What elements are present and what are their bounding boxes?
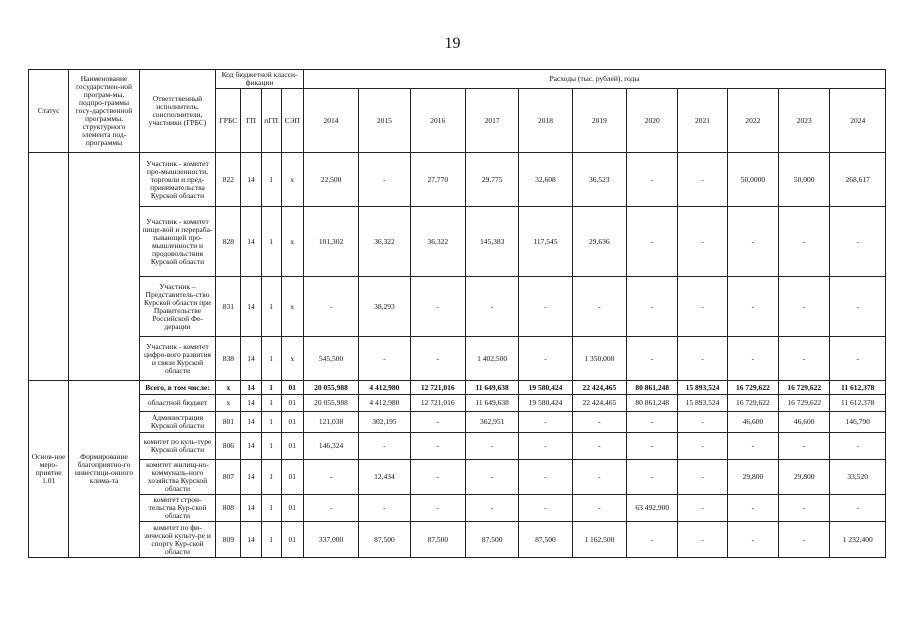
value-cell: 36,322 (410, 207, 465, 277)
value-cell: - (303, 277, 358, 337)
header-budget-code: Код бюджетной класси-фикации (216, 70, 304, 89)
value-cell: 545,500 (303, 337, 358, 381)
value-cell: - (410, 412, 465, 433)
code-cell: х (216, 395, 241, 412)
value-cell: - (830, 433, 886, 460)
value-cell: 101,302 (303, 207, 358, 277)
executor-cell: комитет жилищ-но-коммуналь-ного хозяйства Курской области (139, 460, 216, 495)
header-year: 2024 (830, 89, 886, 153)
value-cell: - (519, 337, 572, 381)
code-cell: 14 (241, 337, 261, 381)
value-cell: 36,523 (572, 153, 626, 207)
value-cell: - (727, 495, 778, 522)
code-cell: 1 (261, 522, 281, 558)
value-cell: 29,775 (465, 153, 518, 207)
value-cell: 11 649,638 (465, 395, 518, 412)
value-cell: - (779, 277, 830, 337)
code-cell: 14 (241, 277, 261, 337)
value-cell: 15 893,524 (678, 381, 727, 395)
value-cell: - (519, 277, 572, 337)
header-expenses: Расходы (тыс. рублей), годы (303, 70, 885, 89)
code-cell: 1 (261, 460, 281, 495)
value-cell: 145,383 (465, 207, 518, 277)
value-cell: - (359, 433, 410, 460)
value-cell: - (465, 460, 518, 495)
budget-table (28, 69, 886, 558)
table-row (29, 495, 886, 522)
code-cell: 14 (241, 412, 261, 433)
header-year: 2014 (303, 89, 358, 153)
value-cell: 63 492,900 (627, 495, 678, 522)
value-cell: 20 055,988 (303, 395, 358, 412)
value-cell: 36,322 (359, 207, 410, 277)
value-cell: 121,038 (303, 412, 358, 433)
table-row (29, 381, 886, 395)
value-cell: - (410, 337, 465, 381)
status-cell: Основ-ное меро-приятие 1.01 (29, 381, 69, 558)
value-cell: - (678, 277, 727, 337)
value-cell: - (627, 337, 678, 381)
code-cell: х (281, 277, 303, 337)
value-cell: 302,195 (359, 412, 410, 433)
value-cell: - (678, 460, 727, 495)
value-cell: - (727, 277, 778, 337)
value-cell: - (678, 207, 727, 277)
code-cell: 828 (216, 207, 241, 277)
value-cell: 268,617 (830, 153, 886, 207)
page-number: 19 (444, 35, 461, 52)
value-cell: 117,545 (519, 207, 572, 277)
value-cell: - (627, 433, 678, 460)
code-cell: х (281, 153, 303, 207)
code-cell: 807 (216, 460, 241, 495)
code-cell: 809 (216, 522, 241, 558)
value-cell: - (830, 277, 886, 337)
value-cell: 4 412,980 (359, 381, 410, 395)
table-row (29, 522, 886, 558)
value-cell: 1 350,000 (572, 337, 626, 381)
value-cell: 87,500 (465, 522, 518, 558)
value-cell: 11 649,638 (465, 381, 518, 395)
value-cell: - (779, 207, 830, 277)
value-cell: 4 412,980 (359, 395, 410, 412)
value-cell: - (779, 522, 830, 558)
value-cell: - (303, 495, 358, 522)
value-cell: 22 424,465 (572, 381, 626, 395)
code-cell: 838 (216, 337, 241, 381)
code-cell: 806 (216, 433, 241, 460)
value-cell: 16 729,622 (727, 381, 778, 395)
code-cell: 01 (281, 381, 303, 395)
value-cell: 38,293 (359, 277, 410, 337)
status-cell-empty (29, 153, 69, 381)
value-cell: - (359, 495, 410, 522)
value-cell: - (572, 277, 626, 337)
value-cell: 50,000 (779, 153, 830, 207)
program-name-cell-empty (69, 153, 139, 381)
value-cell: - (830, 207, 886, 277)
value-cell: 15 893,524 (678, 395, 727, 412)
value-cell: 22,500 (303, 153, 358, 207)
value-cell: 46,600 (727, 412, 778, 433)
value-cell: - (359, 337, 410, 381)
value-cell: 12 721,016 (410, 381, 465, 395)
value-cell: - (779, 337, 830, 381)
value-cell: - (627, 412, 678, 433)
code-cell: 14 (241, 395, 261, 412)
code-cell: 1 (261, 495, 281, 522)
value-cell: 19 580,424 (519, 395, 572, 412)
code-cell: 14 (241, 495, 261, 522)
code-cell: х (281, 337, 303, 381)
value-cell: - (727, 433, 778, 460)
executor-cell: Всего, в том числе: (139, 381, 216, 395)
value-cell: - (572, 433, 626, 460)
code-cell: х (216, 381, 241, 395)
value-cell: - (627, 153, 678, 207)
value-cell: - (727, 207, 778, 277)
value-cell: 29,800 (779, 460, 830, 495)
value-cell: - (779, 433, 830, 460)
value-cell: 1 402,500 (465, 337, 518, 381)
code-cell: 14 (241, 522, 261, 558)
value-cell: 87,500 (359, 522, 410, 558)
code-cell: 1 (261, 277, 281, 337)
value-cell: - (465, 277, 518, 337)
value-cell: 1 232,400 (830, 522, 886, 558)
code-cell: 14 (241, 381, 261, 395)
executor-cell: Участник – Представитель-ство Курской области при Правительстве Российской Фе-дерации (139, 277, 216, 337)
value-cell: 80 861,248 (627, 381, 678, 395)
value-cell: - (627, 277, 678, 337)
header-year: 2016 (410, 89, 465, 153)
value-cell: 12 721,016 (410, 395, 465, 412)
value-cell: 362,951 (465, 412, 518, 433)
value-cell: 12,434 (359, 460, 410, 495)
value-cell: 19 580,424 (519, 381, 572, 395)
value-cell: - (519, 460, 572, 495)
table-row (29, 153, 886, 207)
header-year: 2020 (627, 89, 678, 153)
value-cell: - (410, 460, 465, 495)
value-cell: - (410, 433, 465, 460)
value-cell: 32,608 (519, 153, 572, 207)
table-row (29, 207, 886, 277)
table-row (29, 460, 886, 495)
code-cell: 14 (241, 207, 261, 277)
value-cell: - (678, 337, 727, 381)
code-cell: 1 (261, 433, 281, 460)
value-cell: - (678, 412, 727, 433)
value-cell: 46,600 (779, 412, 830, 433)
value-cell: 50,0000 (727, 153, 778, 207)
header-code-2: пГП (261, 89, 281, 153)
header-year: 2019 (572, 89, 626, 153)
header-year: 2023 (779, 89, 830, 153)
code-cell: 1 (261, 381, 281, 395)
value-cell: - (779, 495, 830, 522)
executor-cell: Участник - комитет про-мышленности, торговли и пред-принимательства Курской области (139, 153, 216, 207)
value-cell: - (627, 207, 678, 277)
value-cell: - (627, 522, 678, 558)
value-cell: - (727, 522, 778, 558)
header-code-0: ГРБС (216, 89, 241, 153)
executor-cell: комитет по куль-туре Курской области (139, 433, 216, 460)
value-cell: 80 861,248 (627, 395, 678, 412)
executor-cell: Администрация Курской области (139, 412, 216, 433)
table-row (29, 395, 886, 412)
value-cell: - (465, 433, 518, 460)
value-cell: - (303, 460, 358, 495)
value-cell: - (359, 153, 410, 207)
value-cell: - (830, 337, 886, 381)
value-cell: - (572, 495, 626, 522)
code-cell: 01 (281, 495, 303, 522)
value-cell: - (678, 495, 727, 522)
table-row (29, 337, 886, 381)
value-cell: 33,520 (830, 460, 886, 495)
value-cell: - (678, 522, 727, 558)
value-cell: 87,500 (519, 522, 572, 558)
header-year: 2022 (727, 89, 778, 153)
table-row (29, 412, 886, 433)
value-cell: - (727, 337, 778, 381)
header-code-3: СЭП (281, 89, 303, 153)
executor-cell: комитет по фи-зической культу-ре и спорту Кур-ской области (139, 522, 216, 558)
header-year: 2015 (359, 89, 410, 153)
executor-cell: Участник - комитет пище-вой и перераба-тывающей про-мышленности и продовольствия Курской области (139, 207, 216, 277)
executor-cell: областной бюджет (139, 395, 216, 412)
code-cell: 808 (216, 495, 241, 522)
header-year: 2017 (465, 89, 518, 153)
value-cell: 146,790 (830, 412, 886, 433)
value-cell: 16 729,622 (779, 381, 830, 395)
value-cell: - (627, 460, 678, 495)
value-cell: 1 162,500 (572, 522, 626, 558)
code-cell: 01 (281, 522, 303, 558)
code-cell: 1 (261, 412, 281, 433)
header-year: 2021 (678, 89, 727, 153)
header-program-name: Наименование государствен-ной програм-мы, подпро-граммы госу-дарственной программы, структурного элемента под-программы (69, 70, 139, 153)
executor-cell: комитет строи-тельства Кур-ской области (139, 495, 216, 522)
value-cell: 16 729,622 (779, 395, 830, 412)
header-executor: Ответственный исполнитель, соисполнители, участники (ГРБС) (139, 70, 216, 153)
code-cell: 822 (216, 153, 241, 207)
value-cell: 87,500 (410, 522, 465, 558)
value-cell: - (410, 277, 465, 337)
code-cell: 14 (241, 433, 261, 460)
value-cell: 29,636 (572, 207, 626, 277)
value-cell: 22 424,465 (572, 395, 626, 412)
value-cell: - (519, 495, 572, 522)
value-cell: - (830, 495, 886, 522)
code-cell: 14 (241, 460, 261, 495)
value-cell: - (572, 412, 626, 433)
value-cell: 146,324 (303, 433, 358, 460)
code-cell: 01 (281, 395, 303, 412)
value-cell: 20 055,988 (303, 381, 358, 395)
value-cell: 11 612,378 (830, 381, 886, 395)
value-cell: - (572, 460, 626, 495)
header-code-1: ГП (241, 89, 261, 153)
value-cell: 16 729,622 (727, 395, 778, 412)
value-cell: 337,000 (303, 522, 358, 558)
code-cell: 1 (261, 337, 281, 381)
header-year: 2018 (519, 89, 572, 153)
code-cell: 1 (261, 153, 281, 207)
code-cell: 801 (216, 412, 241, 433)
value-cell: 27,770 (410, 153, 465, 207)
table-row (29, 277, 886, 337)
value-cell: - (678, 433, 727, 460)
value-cell: - (465, 495, 518, 522)
value-cell: 11 612,378 (830, 395, 886, 412)
code-cell: 14 (241, 153, 261, 207)
executor-cell: Участник - комитет цифро-вого развития и связи Курской области (139, 337, 216, 381)
table-row (29, 433, 886, 460)
value-cell: - (519, 433, 572, 460)
code-cell: х (281, 207, 303, 277)
program-name-cell: Формирование благоприятно-го инвестици-онного клима-та (69, 381, 139, 558)
code-cell: 01 (281, 460, 303, 495)
value-cell: 29,800 (727, 460, 778, 495)
value-cell: - (519, 412, 572, 433)
value-cell: - (678, 153, 727, 207)
code-cell: 01 (281, 433, 303, 460)
code-cell: 831 (216, 277, 241, 337)
header-status: Статус (29, 70, 69, 153)
code-cell: 1 (261, 395, 281, 412)
code-cell: 1 (261, 207, 281, 277)
value-cell: - (410, 495, 465, 522)
code-cell: 01 (281, 412, 303, 433)
